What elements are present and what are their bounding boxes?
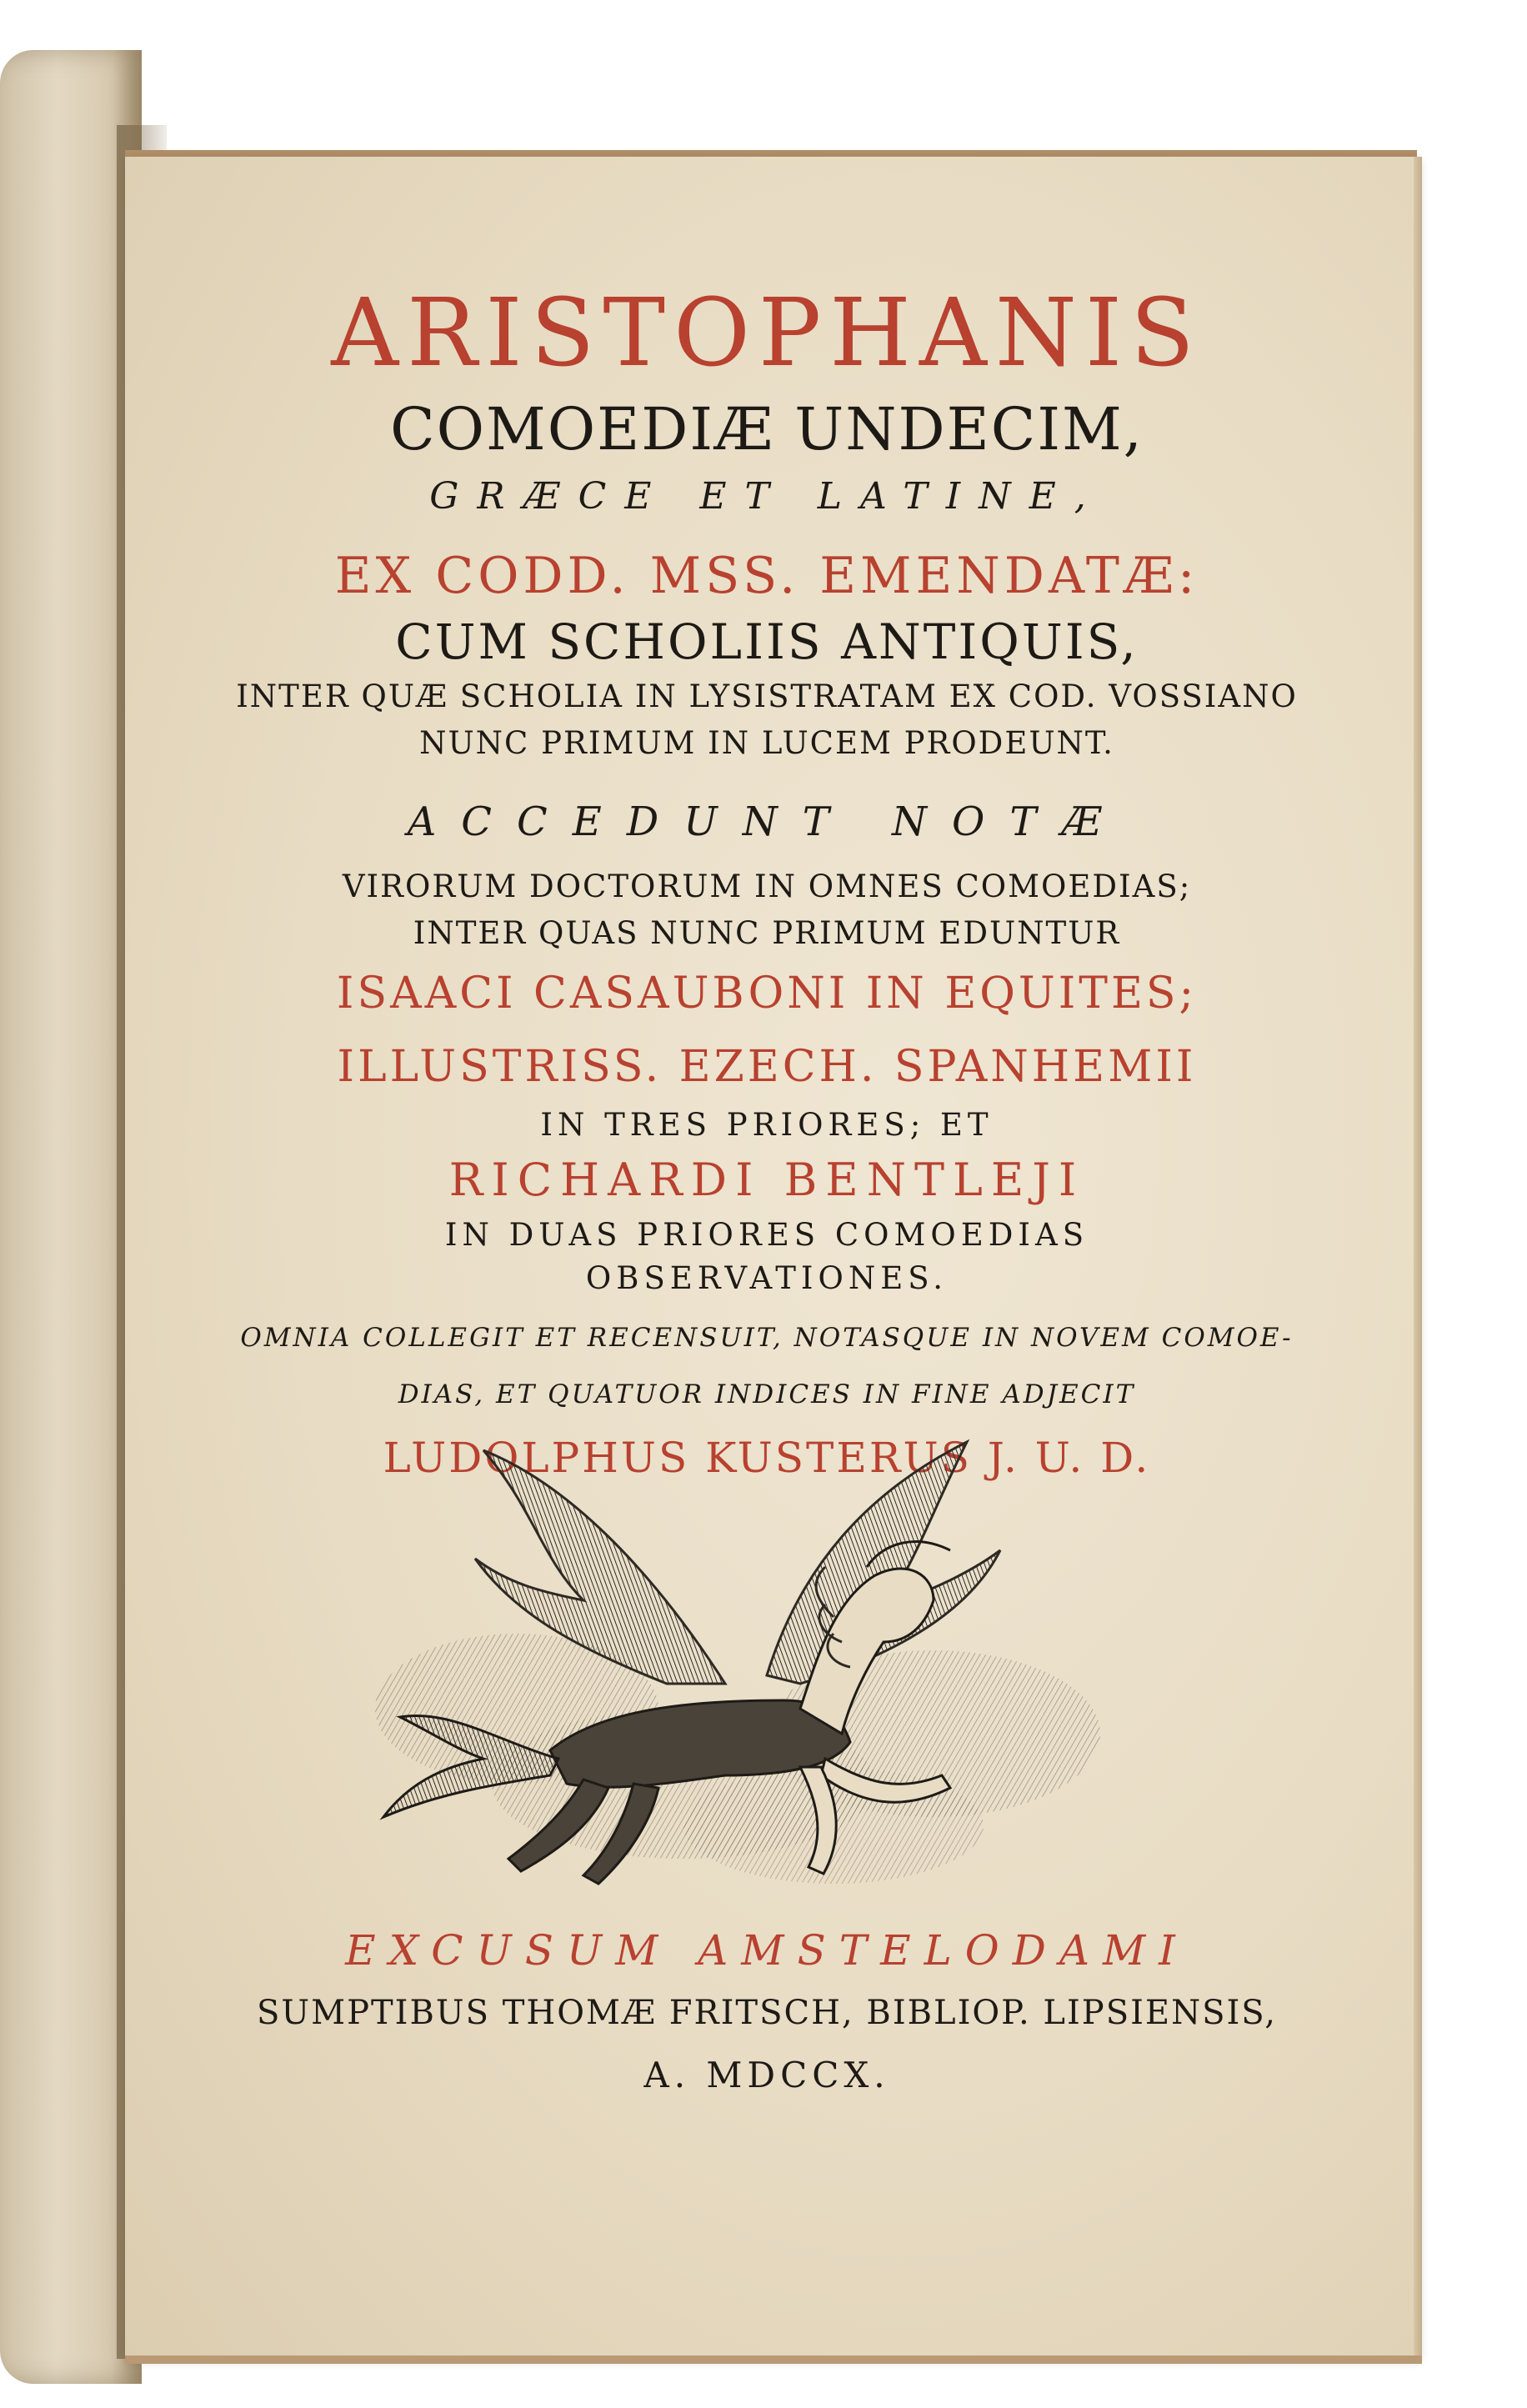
ex-codd-line: EX CODD. MSS. EMENDATÆ: <box>334 547 1199 605</box>
pegasus-engraving-icon <box>333 1434 1150 1900</box>
inter-quas-line: INTER QUAS NUNC PRIMUM EDUNTUR <box>413 915 1121 951</box>
richardi-line: RICHARDI BENTLEJI <box>448 1154 1085 1206</box>
inter-quae-line-2: NUNC PRIMUM IN LUCEM PRODEUNT. <box>419 725 1114 761</box>
omnia-line-2: DIAS, ET QUATUOR INDICES IN FINE ADJECIT <box>398 1379 1136 1409</box>
imprint-place: EXCUSUM AMSTELODAMI <box>345 1926 1189 1975</box>
main-title: ARISTOPHANIS <box>331 279 1203 388</box>
imprint-year: A. MDCCX. <box>643 2055 890 2095</box>
in-tres-line: IN TRES PRIORES; ET <box>540 1107 994 1143</box>
graece-et-latine: GRÆCE ET LATINE, <box>429 475 1104 518</box>
page-bottom-edge <box>125 2355 1422 2364</box>
title-text-block <box>142 275 1392 1495</box>
in-duas-line: IN DUAS PRIORES COMOEDIAS <box>444 1217 1089 1253</box>
subtitle: COMOEDIÆ UNDECIM, <box>390 395 1144 463</box>
cum-scholiis-line: CUM SCHOLIIS ANTIQUIS, <box>395 613 1139 670</box>
omnia-line-1: OMNIA COLLEGIT ET RECENSUIT, NOTASQUE IN NOVEM COMOE- <box>240 1323 1294 1353</box>
page-fore-edge <box>1414 157 1422 2357</box>
imprint-publisher: SUMPTIBUS THOMÆ FRITSCH, BIBLIOP. LIPSIENSIS, <box>257 1994 1277 2032</box>
accedunt-notae: ACCEDUNT NOTÆ <box>407 798 1127 845</box>
observationes-line: OBSERVATIONES. <box>585 1260 949 1296</box>
illustriss-line: ILLUSTRISS. EZECH. SPANHEMII <box>337 1042 1197 1092</box>
isaaci-line: ISAACI CASAUBONI IN EQUITES; <box>336 969 1198 1019</box>
virorum-line: VIRORUM DOCTORUM IN OMNES COMOEDIAS; <box>342 869 1192 904</box>
inter-quae-line-1: INTER QUÆ SCHOLIA IN LYSISTRATAM EX COD. VOSSIANO <box>236 678 1298 714</box>
editor-line: LUDOLPHUS KUSTERUS J. U. D. <box>383 1434 1151 1482</box>
imprint-block <box>142 1917 1392 2109</box>
